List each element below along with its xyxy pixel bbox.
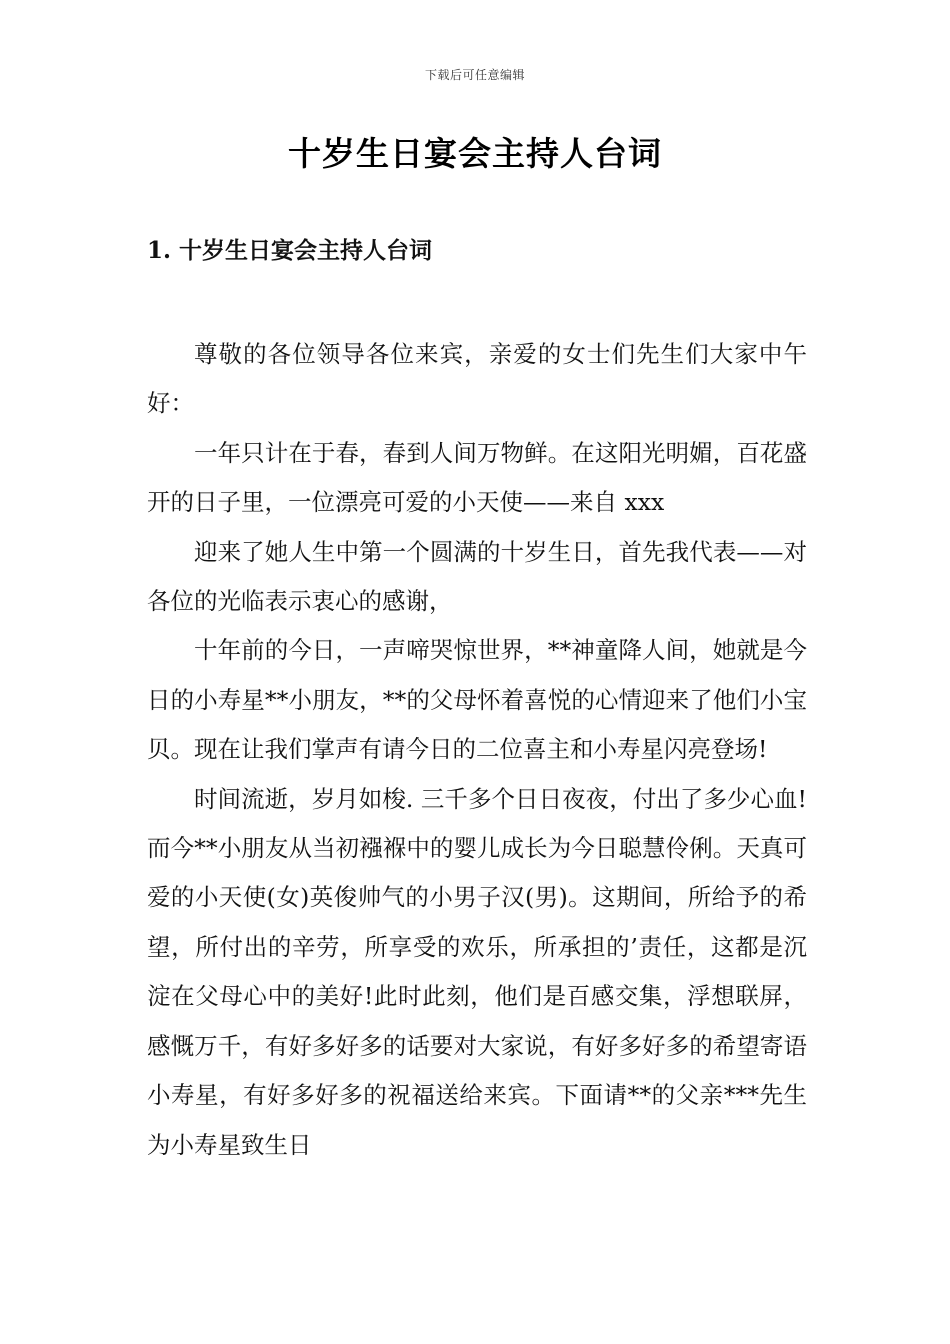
header-note: 下载后可任意编辑 xyxy=(424,68,525,82)
paragraph-ten-years-ago: 十年前的今日，一声啼哭惊世界，**神童降人间，她就是今日的小寿星**小朋友，**的父母怀着喜悦的心情迎来了他们小宝贝。现在让我们掌声有请今日的二位喜主和小寿星闪亮登场! xyxy=(147,636,807,764)
document-title: 十岁生日宴会主持人台词 xyxy=(288,134,662,173)
paragraph-birthday: 迎来了她人生中第一个圆满的十岁生日，首先我代表——对各位的光临表示衷心的感谢， xyxy=(147,537,807,616)
body-text xyxy=(147,330,807,1170)
section-heading: 1. 十岁生日宴会主持人台词 xyxy=(147,237,433,264)
paragraph-spring: 一年只计在于春，春到人间万物鲜。在这阳光明媚，百花盛开的日子里，一位漂亮可爱的小天使——来自 xxx xyxy=(147,438,807,517)
paragraph-time-passes: 时间流逝，岁月如梭. 三千多个日日夜夜，付出了多少心血!而今**小朋友从当初襁褓中的婴儿成长为今日聪慧伶俐。天真可爱的小天使(女)英俊帅气的小男子汉(男)。这期间，所给予的希望，所付出的辛劳，所享受的欢乐，所承担的’责任，这都是沉淀在父母心中的美好!此时此刻，他们是百感交集，浮想联屏，感慨万千，有好多好多的话要对大家说，有好多好多的希望寄语小寿星，有好多好多的祝福送给来宾。下面请**的父亲***先生为小寿星致生日 xyxy=(147,784,807,1159)
paragraph-greeting: 尊敬的各位领导各位来宾，亲爱的女士们先生们大家中午好： xyxy=(147,340,807,418)
